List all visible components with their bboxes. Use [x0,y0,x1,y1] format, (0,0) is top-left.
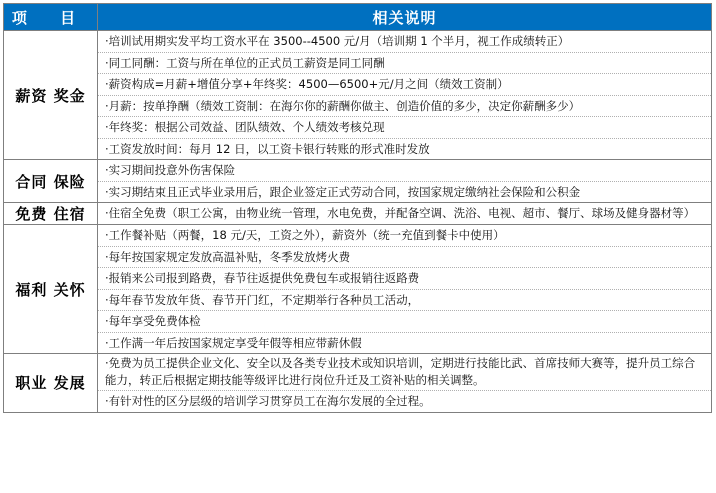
table-row-housing [4,203,712,225]
table-row-career [4,354,712,413]
category-salary: 薪资 奖金 [4,31,98,160]
details-housing [98,203,712,225]
category-contract: 合同 保险 [4,160,98,203]
detail-line: ·年终奖：根据公司效益、团队绩效、个人绩效考核兑现 [98,117,711,139]
details-welfare [98,225,712,354]
detail-line: ·每年享受免费体检 [98,311,711,333]
detail-line: ·住宿全免费（职工公寓，由物业统一管理，水电免费，并配备空调、洗浴、电视、超市、餐厅、球场及健身器材等） [105,206,696,220]
table-row-salary [4,31,712,160]
benefits-table-wrapper [3,3,711,413]
category-housing: 免费 住宿 [4,203,98,225]
detail-line: ·工作餐补贴（两餐，18 元/天，工资之外），薪资外（统一充值到餐卡中使用） [98,225,711,247]
detail-line: ·月薪：按单挣酬（绩效工资制：在海尔你的薪酬你做主、创造价值的多少，决定你薪酬多少） [98,96,711,118]
detail-line: ·同工同酬：工资与所在单位的正式员工薪资是同工同酬 [98,53,711,75]
header-item: 项 目 [4,4,98,31]
detail-line: ·每年春节发放年货、春节开门红，不定期举行各种员工活动， [98,290,711,312]
detail-line: ·实习期间投意外伤害保险 [98,160,711,182]
table-header-row [4,4,712,31]
detail-line: ·报销来公司报到路费，春节往返提供免费包车或报销往返路费 [98,268,711,290]
detail-line: ·每年按国家规定发放高温补贴，冬季发放烤火费 [98,247,711,269]
table-row-welfare [4,225,712,354]
header-description: 相关说明 [98,4,712,31]
detail-line: ·薪资构成=月薪+增值分享+年终奖：4500—6500+元/月之间（绩效工资制） [98,74,711,96]
detail-line: ·有针对性的区分层级的培训学习贯穿员工在海尔发展的全过程。 [105,394,431,408]
category-welfare: 福利 关怀 [4,225,98,354]
detail-line: ·实习期结束且正式毕业录用后，跟企业签定正式劳动合同，按国家规定缴纳社会保险和公积金 [105,184,581,199]
detail-line: ·工作满一年后按国家规定享受年假等相应带薪休假 [105,335,362,350]
details-salary [98,31,712,160]
benefits-table [3,3,712,413]
detail-line: ·免费为员工提供企业文化、安全以及各类专业技术或知识培训，定期进行技能比武、首席技师大赛等，提升员工综合能力，转正后根据定期技能等级评比进行岗位升迁及工资补贴的相关调整。 [98,354,711,391]
category-career: 职业 发展 [4,354,98,413]
detail-line: ·培训试用期实发平均工资水平在 3500--4500 元/月（培训期 1 个半月，视工作成绩转正） [98,31,711,53]
details-contract [98,160,712,203]
details-career [98,354,712,413]
table-row-contract [4,160,712,203]
detail-line: ·工资发放时间：每月 12 日，以工资卡银行转账的形式准时发放 [105,141,430,156]
